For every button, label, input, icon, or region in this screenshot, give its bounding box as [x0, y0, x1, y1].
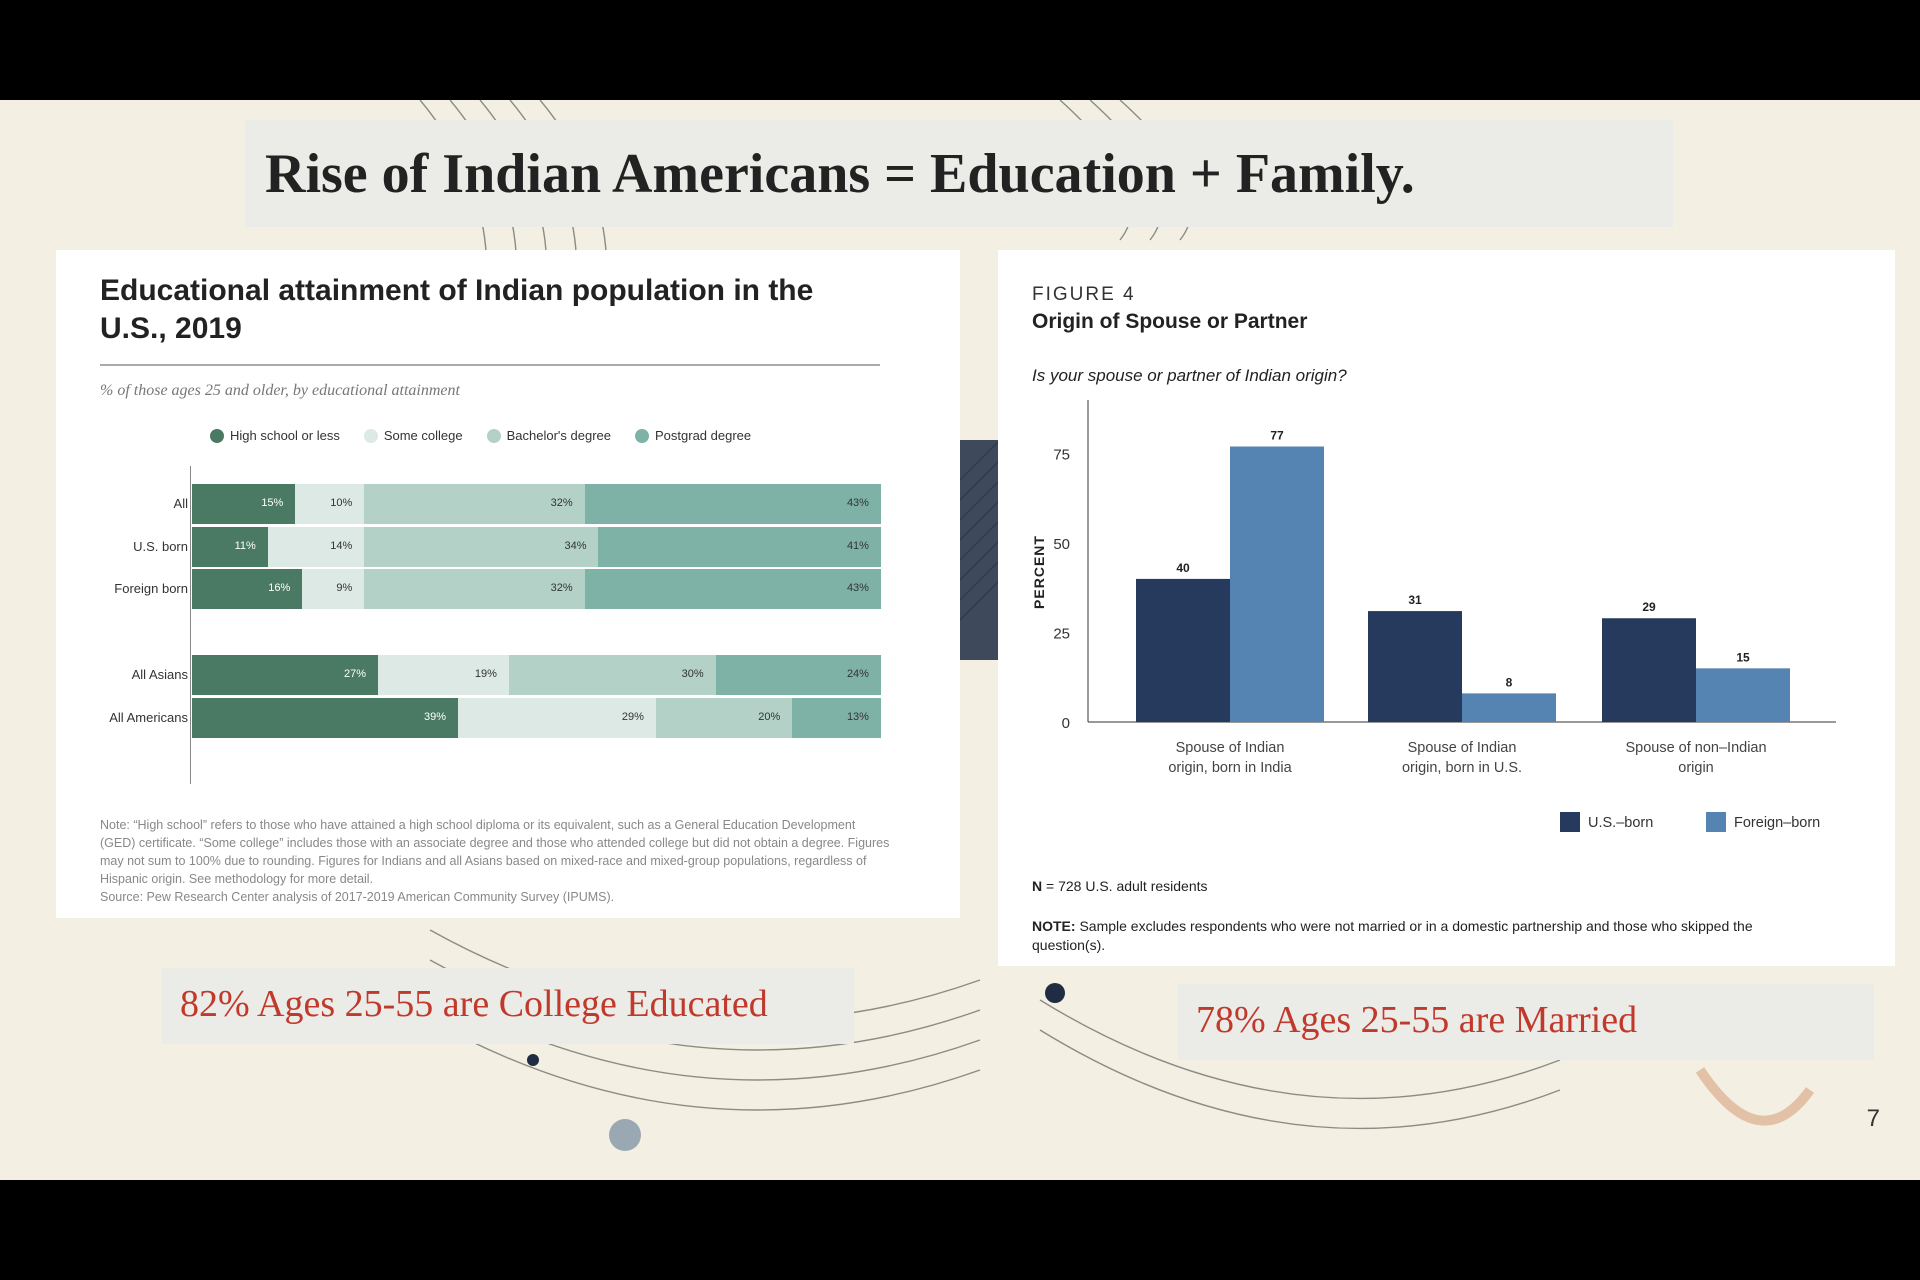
x-category-label: Spouse of Indian: [1407, 740, 1517, 756]
legend-item-some-college: Some college: [364, 428, 463, 443]
data-label: 10%: [330, 497, 353, 509]
bar-foreign-born: [1462, 693, 1556, 722]
bar-segment-bachelors: [364, 484, 584, 524]
education-chart-subtitle: % of those ages 25 and older, by educational attainment: [100, 382, 460, 399]
legend-dot: [210, 429, 224, 443]
row-label: All Americans: [109, 710, 188, 725]
stacked-bar-row: [192, 698, 881, 738]
sample-size: N = 728 U.S. adult residents: [1032, 878, 1208, 894]
bar-segment-some-college: [268, 527, 364, 567]
stacked-bar-row: [192, 655, 881, 695]
data-label: 27%: [343, 668, 367, 680]
stacked-bar-row: [192, 484, 881, 524]
data-label: 19%: [474, 668, 497, 680]
row-label: All: [173, 496, 188, 511]
bar-us-born: [1368, 611, 1462, 722]
legend-swatch: [1706, 812, 1726, 832]
x-category-label: Spouse of Indian: [1175, 740, 1285, 756]
education-chart-note: Note: “High school” refers to those who have attained a high school diploma or its equivalent, such as a General Education Development (GED) certificate. “Some college” includes those with an associate degree and those who attended college but did not obtain a degree. Figures may not sum to 100% due to rounding. Figures for Indians and all Asians based on mixed-race and mixed-group populations, regardless of Hispanic origin. See methodology for more detail. Source: Pew Research Center analysis of 2017-2019 American Community Survey (IPUMS).: [100, 818, 890, 904]
page-number: 7: [1866, 1105, 1880, 1132]
education-legend: [210, 428, 751, 443]
education-chart-title: Educational attainment of Indian population in the U.S., 2019: [100, 274, 814, 345]
bar-segment-bachelors: [509, 655, 716, 695]
title-divider: [100, 364, 880, 366]
data-label: 24%: [846, 668, 869, 680]
y-axis-line: [190, 466, 191, 784]
bar-segment-bachelors: [364, 527, 598, 567]
legend-item-high-school: High school or less: [210, 428, 340, 443]
data-label: 30%: [681, 668, 704, 680]
figure-label: FIGURE 4: [1032, 284, 1136, 305]
education-caption: 82% Ages 25-55 are College Educated: [162, 968, 854, 1044]
legend-swatch: [1560, 812, 1580, 832]
bar-segment-some-college: [378, 655, 509, 695]
data-label: 20%: [758, 711, 781, 723]
bar-segment-high-school: [192, 527, 268, 567]
bar-segment-bachelors: [364, 569, 584, 609]
bar-value-label: 40: [1176, 560, 1190, 575]
slide-title: Rise of Indian Americans = Education + Family.: [265, 143, 1415, 205]
x-category-label: origin, born in U.S.: [1401, 760, 1523, 776]
y-tick-label: 25: [1053, 625, 1070, 643]
legend-dot: [364, 429, 378, 443]
legend-item-bachelors: Bachelor's degree: [487, 428, 611, 443]
bar-segment-postgrad: [585, 569, 881, 609]
row-label: All Asians: [131, 667, 188, 682]
marriage-caption: 78% Ages 25-55 are Married: [1178, 984, 1874, 1060]
legend-label: Foreign–born: [1734, 815, 1821, 831]
legend-item-postgrad: Postgrad degree: [635, 428, 751, 443]
stacked-bar-row: [192, 527, 881, 567]
education-chart-panel: [56, 250, 960, 918]
row-label: Foreign born: [114, 581, 188, 596]
bar-segment-postgrad: [792, 698, 881, 738]
data-label: 41%: [846, 540, 869, 552]
spouse-chart-panel: [998, 250, 1895, 966]
data-label: 32%: [550, 497, 573, 509]
data-label: 11%: [234, 540, 256, 552]
y-tick-label: 75: [1053, 446, 1070, 464]
spouse-chart-note: NOTE: Sample excludes respondents who were not married or in a domestic partnership and those who skipped the question(s).: [1032, 918, 1753, 953]
data-label: 14%: [330, 540, 353, 552]
y-axis-label: PERCENT: [1031, 535, 1047, 609]
data-label: 13%: [846, 711, 869, 723]
data-label: 43%: [846, 497, 869, 509]
spouse-chart-question: Is your spouse or partner of Indian origin?: [1032, 366, 1347, 385]
bar-foreign-born: [1696, 668, 1790, 722]
legend-dot: [635, 429, 649, 443]
bar-value-label: 31: [1408, 593, 1422, 608]
stacked-bar-row: [192, 569, 881, 609]
data-label: 29%: [621, 711, 644, 723]
data-label: 9%: [336, 582, 353, 594]
bar-segment-high-school: [192, 655, 378, 695]
legend-dot: [487, 429, 501, 443]
bar-foreign-born: [1230, 447, 1324, 722]
bar-segment-some-college: [458, 698, 656, 738]
row-label: U.S. born: [133, 539, 188, 554]
bar-value-label: 15: [1736, 650, 1750, 665]
bar-segment-some-college: [295, 484, 364, 524]
bar-value-label: 8: [1505, 675, 1513, 690]
spouse-chart-title: Origin of Spouse or Partner: [1032, 310, 1308, 333]
data-label: 16%: [268, 582, 291, 594]
x-category-label: origin, born in India: [1168, 760, 1292, 776]
y-tick-label: 0: [1061, 715, 1070, 732]
bar-segment-postgrad: [585, 484, 881, 524]
bar-segment-high-school: [192, 698, 458, 738]
bar-segment-high-school: [192, 569, 302, 609]
bar-segment-bachelors: [656, 698, 792, 738]
bar-segment-postgrad: [716, 655, 881, 695]
y-tick-label: 50: [1053, 536, 1070, 554]
data-label: 15%: [261, 497, 284, 509]
bar-value-label: 77: [1270, 428, 1284, 443]
bar-value-label: 29: [1642, 600, 1656, 615]
legend-label: U.S.–born: [1588, 815, 1654, 831]
bar-segment-postgrad: [598, 527, 880, 567]
slide: [0, 100, 1920, 1180]
spouse-grouped-bar-chart: [998, 390, 1895, 870]
data-label: 34%: [564, 540, 587, 552]
slide-title-box: [245, 120, 1673, 227]
bar-segment-high-school: [192, 484, 295, 524]
bar-us-born: [1136, 579, 1230, 722]
x-category-label: origin: [1678, 760, 1714, 776]
data-label: 32%: [550, 582, 573, 594]
x-category-label: Spouse of non–Indian: [1625, 740, 1767, 756]
bar-us-born: [1602, 618, 1696, 722]
bar-segment-some-college: [302, 569, 364, 609]
data-label: 39%: [424, 711, 447, 723]
data-label: 43%: [846, 582, 869, 594]
